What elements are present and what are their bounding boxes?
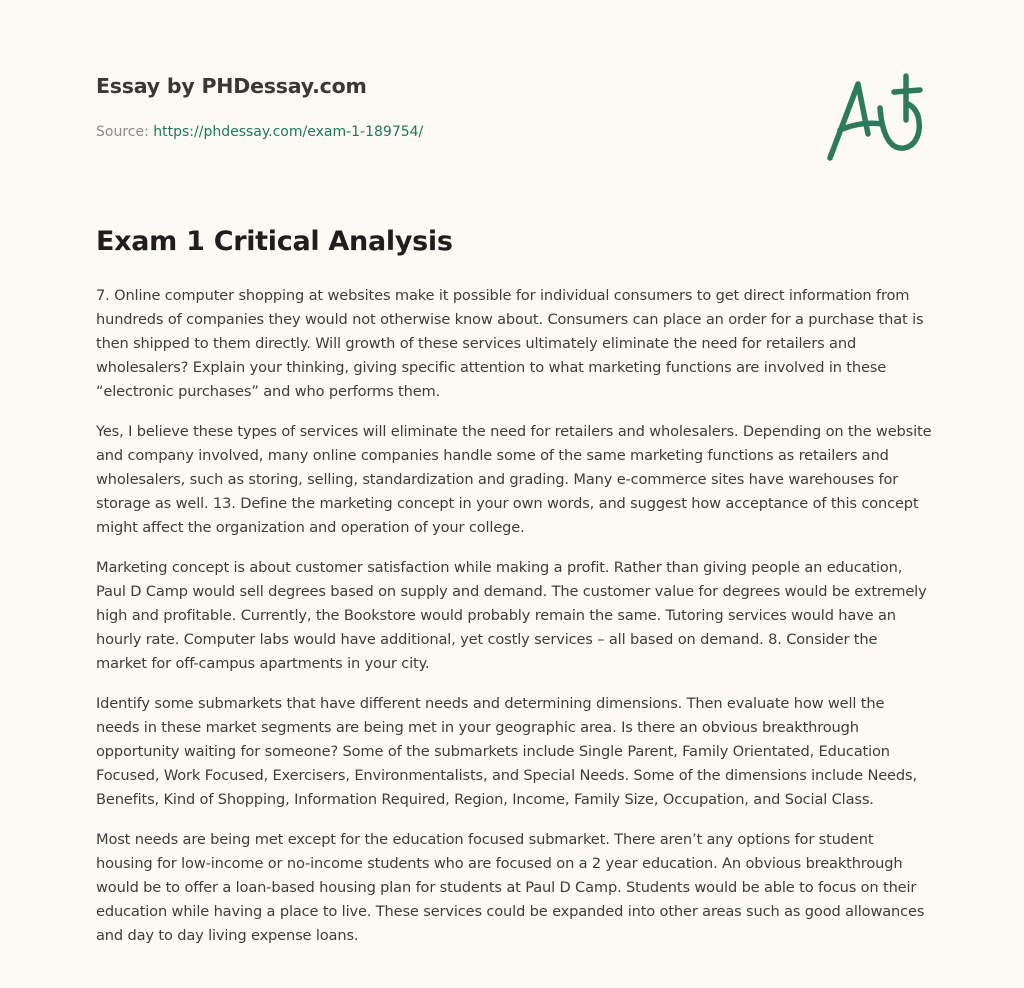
a-plus-grade-icon	[820, 66, 930, 166]
source-link[interactable]: https://phdessay.com/exam-1-189754/	[153, 124, 424, 140]
essay-body	[96, 284, 932, 964]
essay-paragraph: Identify some submarkets that have different needs and determining dimensions. Then evaluate how well the needs in these market segments are being met in your geographic area. Is there an obvious breakthrough opportunity waiting for someone? Some of the submarkets include Single Parent, Family Orientated, Education Focused, Work Focused, Exercisers, Environmentalists, and Special Needs. Some of the dimensions include Needs, Benefits, Kind of Shopping, Information Required, Region, Income, Family Size, Occupation, and Social Class.	[96, 695, 917, 808]
site-title: Essay by PHDessay.com	[96, 74, 367, 98]
source-label: Source:	[96, 124, 154, 140]
page-header	[96, 74, 936, 140]
essay-paragraph: Marketing concept is about customer satisfaction while making a profit. Rather than giving people an education, Paul D Camp would sell degrees based on supply and demand. The customer value for degrees would be extremely high and profitable. Currently, the Bookstore would probably remain the same. Tutoring services would have an hourly rate. Computer labs would have additional, yet costly services – all based on demand. 8. Consider the market for off-campus apartments in your city.	[96, 559, 927, 672]
essay-title: Exam 1 Critical Analysis	[96, 226, 453, 257]
essay-paragraph: Yes, I believe these types of services will eliminate the need for retailers and wholesalers. Depending on the website and company involved, many online companies handle some of the same marketing functions as retailers and wholesalers, such as storing, selling, standardization and grading. Many e-commerce sites have warehouses for storage as well. 13. Define the marketing concept in your own words, and suggest how acceptance of this concept might affect the organization and operation of your college.	[96, 423, 932, 536]
essay-paragraph: Most needs are being met except for the education focused submarket. There aren’t any options for student housing for low-income or no-income students who are focused on a 2 year education. An obvious breakthrough would be to offer a loan-based housing plan for students at Paul D Camp. Students would be able to focus on their education while having a place to live. These services could be expanded into other areas such as good allowances and day to day living expense loans.	[96, 831, 925, 944]
source-line	[96, 124, 423, 140]
essay-paragraph: 7. Online computer shopping at websites make it possible for individual consumers to get direct information from hundreds of companies they would not otherwise know about. Consumers can place an order for a purchase that is then shipped to them directly. Will growth of these services ultimately eliminate the need for retailers and wholesalers? Explain your thinking, giving specific attention to what marketing functions are involved in these “electronic purchases” and who performs them.	[96, 287, 924, 400]
